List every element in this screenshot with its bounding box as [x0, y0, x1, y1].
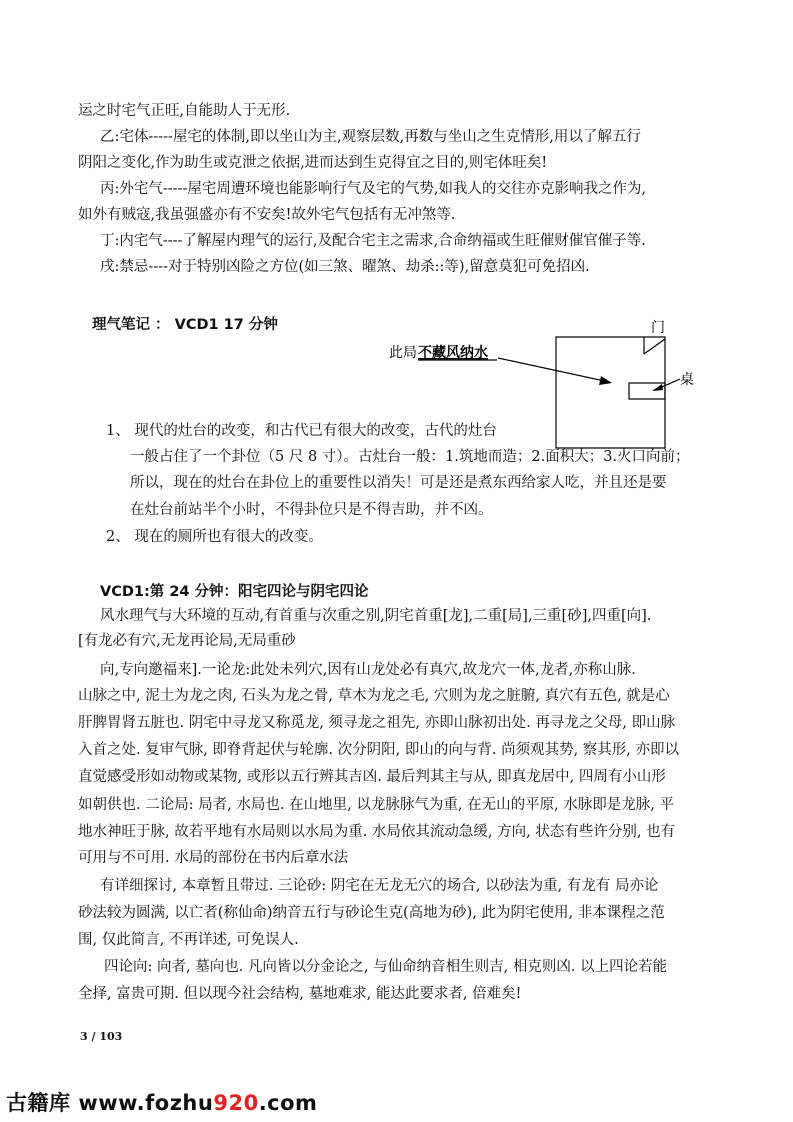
arrow-line — [498, 358, 609, 382]
diagram-caption-prefix: 此局 — [389, 345, 417, 361]
list-item: 1、 现代的灶台的改变，和古代已有很大的改变，古代的灶台 — [106, 423, 497, 439]
body-line: 全择, 富贵可期. 但以现今社会结构, 墓地难求, 能达此要求者, 倍难矣! — [78, 986, 522, 1002]
desk-shape — [629, 383, 665, 399]
list-item: 2、 现在的厕所也有很大的改变。 — [106, 529, 323, 545]
footer-site-number: 920 — [213, 1091, 259, 1115]
body-line: 山脉之中, 泥土为龙之肉, 石头为龙之骨, 草木为龙之毛, 穴则为龙之脏腑, 真穴有五色, 就是心 — [78, 688, 670, 704]
paragraph-line: 阴阳之变化,作为助生或克泄之依据,进而达到生克得宜之目的,则宅体旺矣! — [78, 155, 548, 171]
paragraph-line: 戌:禁忌----对于特别凶险之方位(如三煞、曜煞、劫杀::等),留意莫犯可免招凶. — [100, 259, 590, 275]
desk-pointer-head — [652, 384, 663, 391]
body-line: 四论向: 向者, 墓向也. 凡向皆以分金论之, 与仙命纳音相生则吉, 相克则凶. 以上四论若能 — [104, 959, 668, 975]
footer-site-suffix: .com — [258, 1091, 318, 1115]
paragraph-line: 丙:外宅气-----屋宅周遭环境也能影响行气及宅的气势,如我人的交往亦克影响我之作为, — [100, 181, 647, 197]
list-item: 一般占住了一个卦位（5 尺 8 寸）。古灶台一般：1.筑地而造；2.面积大；3.火口向前； — [130, 449, 690, 465]
body-line: 砂法较为圆满, 以亡者(称仙命)纳音五行与砂论生克(高地为砂), 此为阴宅使用, 非本课程之范 — [78, 905, 665, 921]
list-item: 在灶台前站半个小时，不得卦位只是不得吉助，并不凶。 — [130, 502, 493, 518]
body-line: 肝脾胃肾五脏也. 阴宅中寻龙又称觅龙, 须寻龙之祖先, 亦即山脉初出处. 再寻龙之父母, 即山脉 — [78, 715, 676, 731]
diagram-caption-emphasis: 不藏风纳水 — [418, 345, 488, 361]
section-heading-vcd1-24: VCD1:第 24 分钟：阳宅四论与阴宅四论 — [100, 584, 369, 600]
body-line: 风水理气与大环境的互动,有首重与次重之别,阴宅首重[龙],二重[局],三重[砂],四重[向]. — [100, 608, 652, 624]
paragraph-line: 如外有贼寇,我虽强盛亦有不安矣!故外宅气包括有无冲煞等. — [78, 207, 456, 223]
body-line: 如朝供也. 二论局: 局者, 水局也. 在山地里, 以龙脉脉气为重, 在无山的平原, 水脉即是龙脉, 平 — [78, 797, 675, 813]
footer-site-prefix: www.fozhu — [78, 1091, 214, 1115]
list-item: 所以，现在的灶台在卦位上的重要性以消失！可是还是煮东西给家人吃，并且还是要 — [130, 475, 667, 491]
body-line: 可用与不可用. 水局的部份在书内后章水法 — [78, 850, 349, 866]
paragraph-line: 运之时宅气正旺,自能助人于无形. — [78, 103, 291, 119]
paragraph-line: 丁:内宅气----了解屋内理气的运行,及配合宅主之需求,合命纳福或生旺催财催官催子等. — [100, 233, 646, 249]
section-heading-vcd1-17: 理气笔记 ： VCD1 17 分钟 — [92, 317, 278, 333]
door-label: 门 — [651, 320, 665, 336]
arrow-head — [599, 376, 612, 385]
page-number: 3 / 103 — [80, 1030, 123, 1043]
paragraph-line: 乙:宅体-----屋宅的体制,即以坐山为主,观察层数,再数与坐山之生克情形,用以了解五行 — [100, 129, 641, 145]
body-line: 向,专向邀福来].一论龙:此处未列穴,因有山龙处必有真穴,故龙穴一体,龙者,亦称山脉. — [100, 662, 636, 678]
body-line: 围, 仅此简言, 不再详述, 可免误人. — [78, 932, 299, 948]
body-line: 地水神旺于脉, 故若平地有水局则以水局为重. 水局依其流动急缓, 方向, 状态有些许分别, 也有 — [78, 824, 676, 840]
body-line: 入首之处. 复审气脉, 即脊背起伏与轮廓. 次分阴阳, 即山的向与背. 尚须观其势, 察其形, 亦即以 — [78, 742, 680, 758]
desk-label: 桌 — [680, 372, 694, 388]
body-line: [有龙必有穴,无龙再论局,无局重砂 — [78, 633, 296, 649]
body-line: 有详细探讨, 本章暂且带过. 三论砂: 阴宅在无龙无穴的场合, 以砂法为重, 有龙有 局亦论 — [100, 878, 659, 894]
door-swing — [644, 339, 665, 354]
room-outline — [556, 337, 665, 448]
footer-watermark — [6, 1087, 317, 1117]
body-line: 直觉感受形如动物或某物, 或形以五行辨其吉凶. 最后判其主与从, 即真龙居中, 四周有小山形 — [78, 769, 666, 785]
footer-brand: 古籍库 — [6, 1091, 71, 1115]
